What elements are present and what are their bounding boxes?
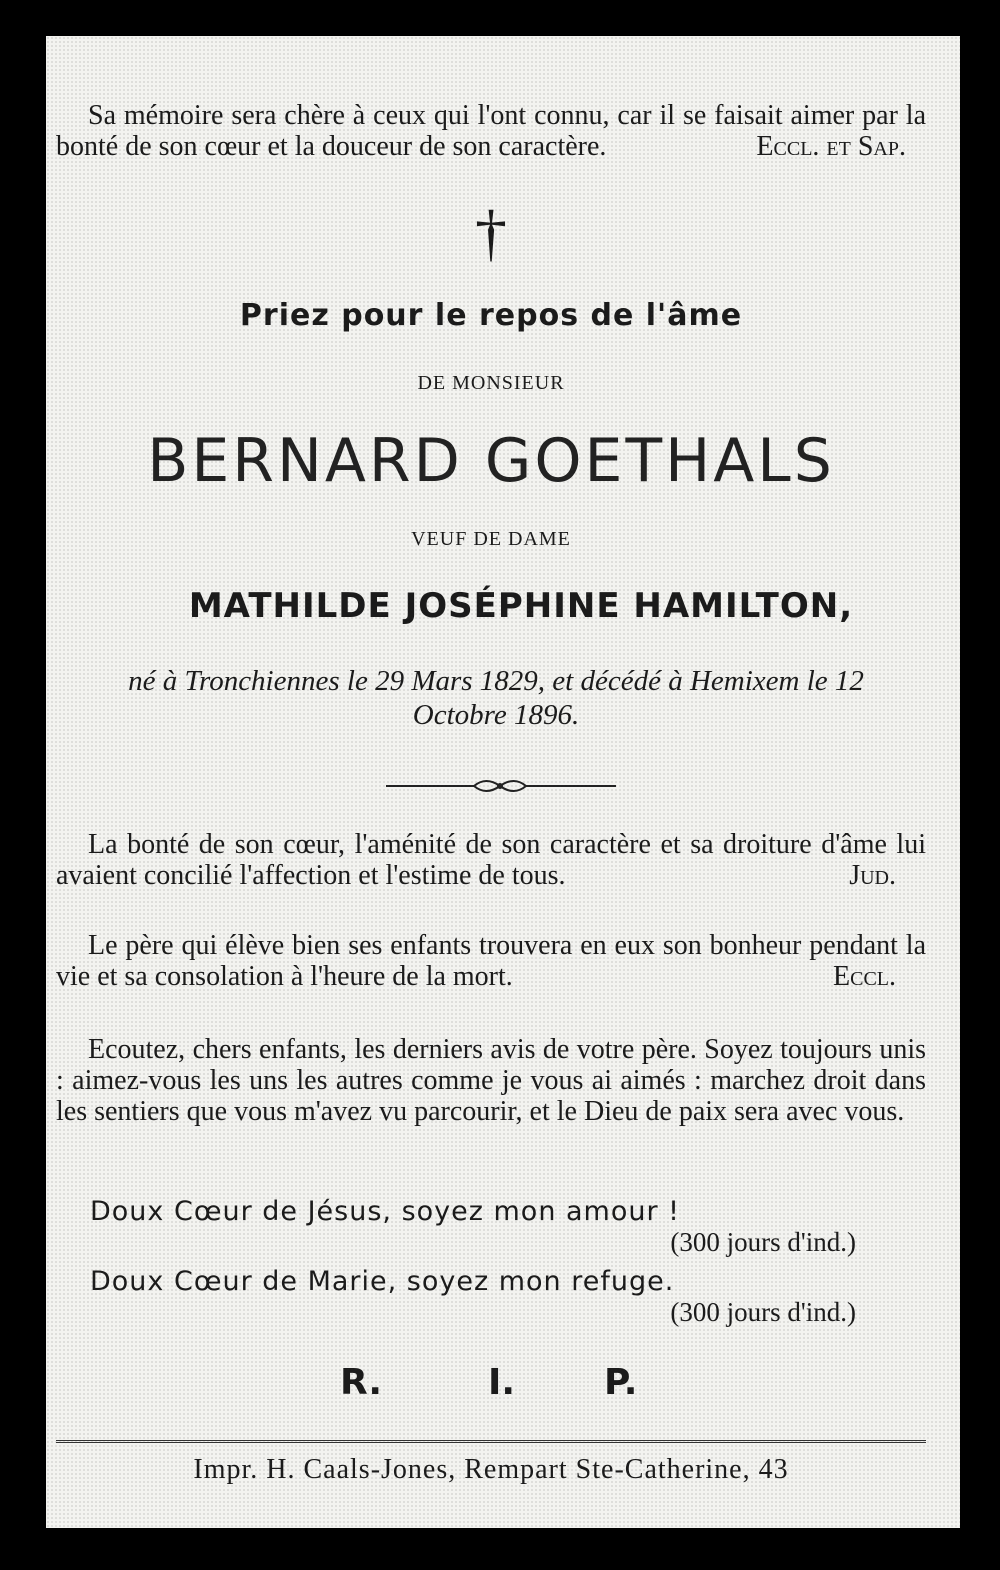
quote-1 <box>56 829 926 891</box>
ejaculation-text: Doux Cœur de Jésus, soyez mon amour ! <box>90 1196 680 1227</box>
rip-p: P. <box>604 1362 638 1403</box>
deceased-name: BERNARD GOETHALS <box>147 426 835 496</box>
cross-icon: † <box>475 197 507 268</box>
rip-i: I. <box>488 1362 516 1403</box>
epigraph-source: Eccl. et Sap. <box>756 131 906 162</box>
indulgence-note: (300 jours d'ind.) <box>670 1297 856 1327</box>
ejaculation-text: Doux Cœur de Marie, soyez mon refuge. <box>90 1266 675 1297</box>
memorial-card <box>46 36 960 1528</box>
epigraph <box>56 100 926 162</box>
birth-death: né à Tronchiennes le 29 Mars 1829, et décédé à Hemixem le 12 Octobre 1896. <box>128 665 864 731</box>
printer-imprint: Impr. H. Caals-Jones, Rempart Ste-Catherine, 43 <box>193 1454 789 1485</box>
ornament-icon <box>56 766 926 806</box>
quote-3 <box>56 1034 926 1127</box>
quote-source: Eccl. <box>833 961 896 992</box>
footer-rule <box>56 1440 926 1443</box>
epigraph-text: Sa mémoire sera chère à ceux qui l'ont connu, car il se faisait aimer par la bonté de son cœur et la douceur de son caractère. <box>56 100 926 162</box>
ejaculation-2 <box>90 1266 916 1328</box>
rip-r: R. <box>340 1362 383 1403</box>
quote-source: Jud. <box>849 860 896 891</box>
spouse-name: MATHILDE JOSÉPHINE HAMILTON, <box>188 586 854 626</box>
indulgence-note: (300 jours d'ind.) <box>670 1227 856 1257</box>
quote-2 <box>56 930 926 992</box>
ornament-divider <box>56 766 926 811</box>
quote-text: Le père qui élève bien ses enfants trouvera en eux son bonheur pendant la vie et sa consolation à l'heure de la mort. <box>56 930 926 992</box>
quote-text: La bonté de son cœur, l'aménité de son caractère et sa droiture d'âme lui avaient concilié l'affection et l'estime de tous. <box>56 829 926 891</box>
title-line: DE MONSIEUR <box>417 372 565 394</box>
quote-text: Ecoutez, chers enfants, les derniers avis de votre père. Soyez toujours unis : aimez-vous les uns les autres comme je vous ai aimés : marchez droit dans les sentiers que vous m'avez vu parcourir, et le Dieu de paix sera avec vous. <box>56 1034 926 1127</box>
widow-line: VEUF DE DAME <box>411 528 571 550</box>
ejaculation-1 <box>90 1196 916 1258</box>
prayer-heading: Priez pour le repos de l'âme <box>239 298 743 333</box>
